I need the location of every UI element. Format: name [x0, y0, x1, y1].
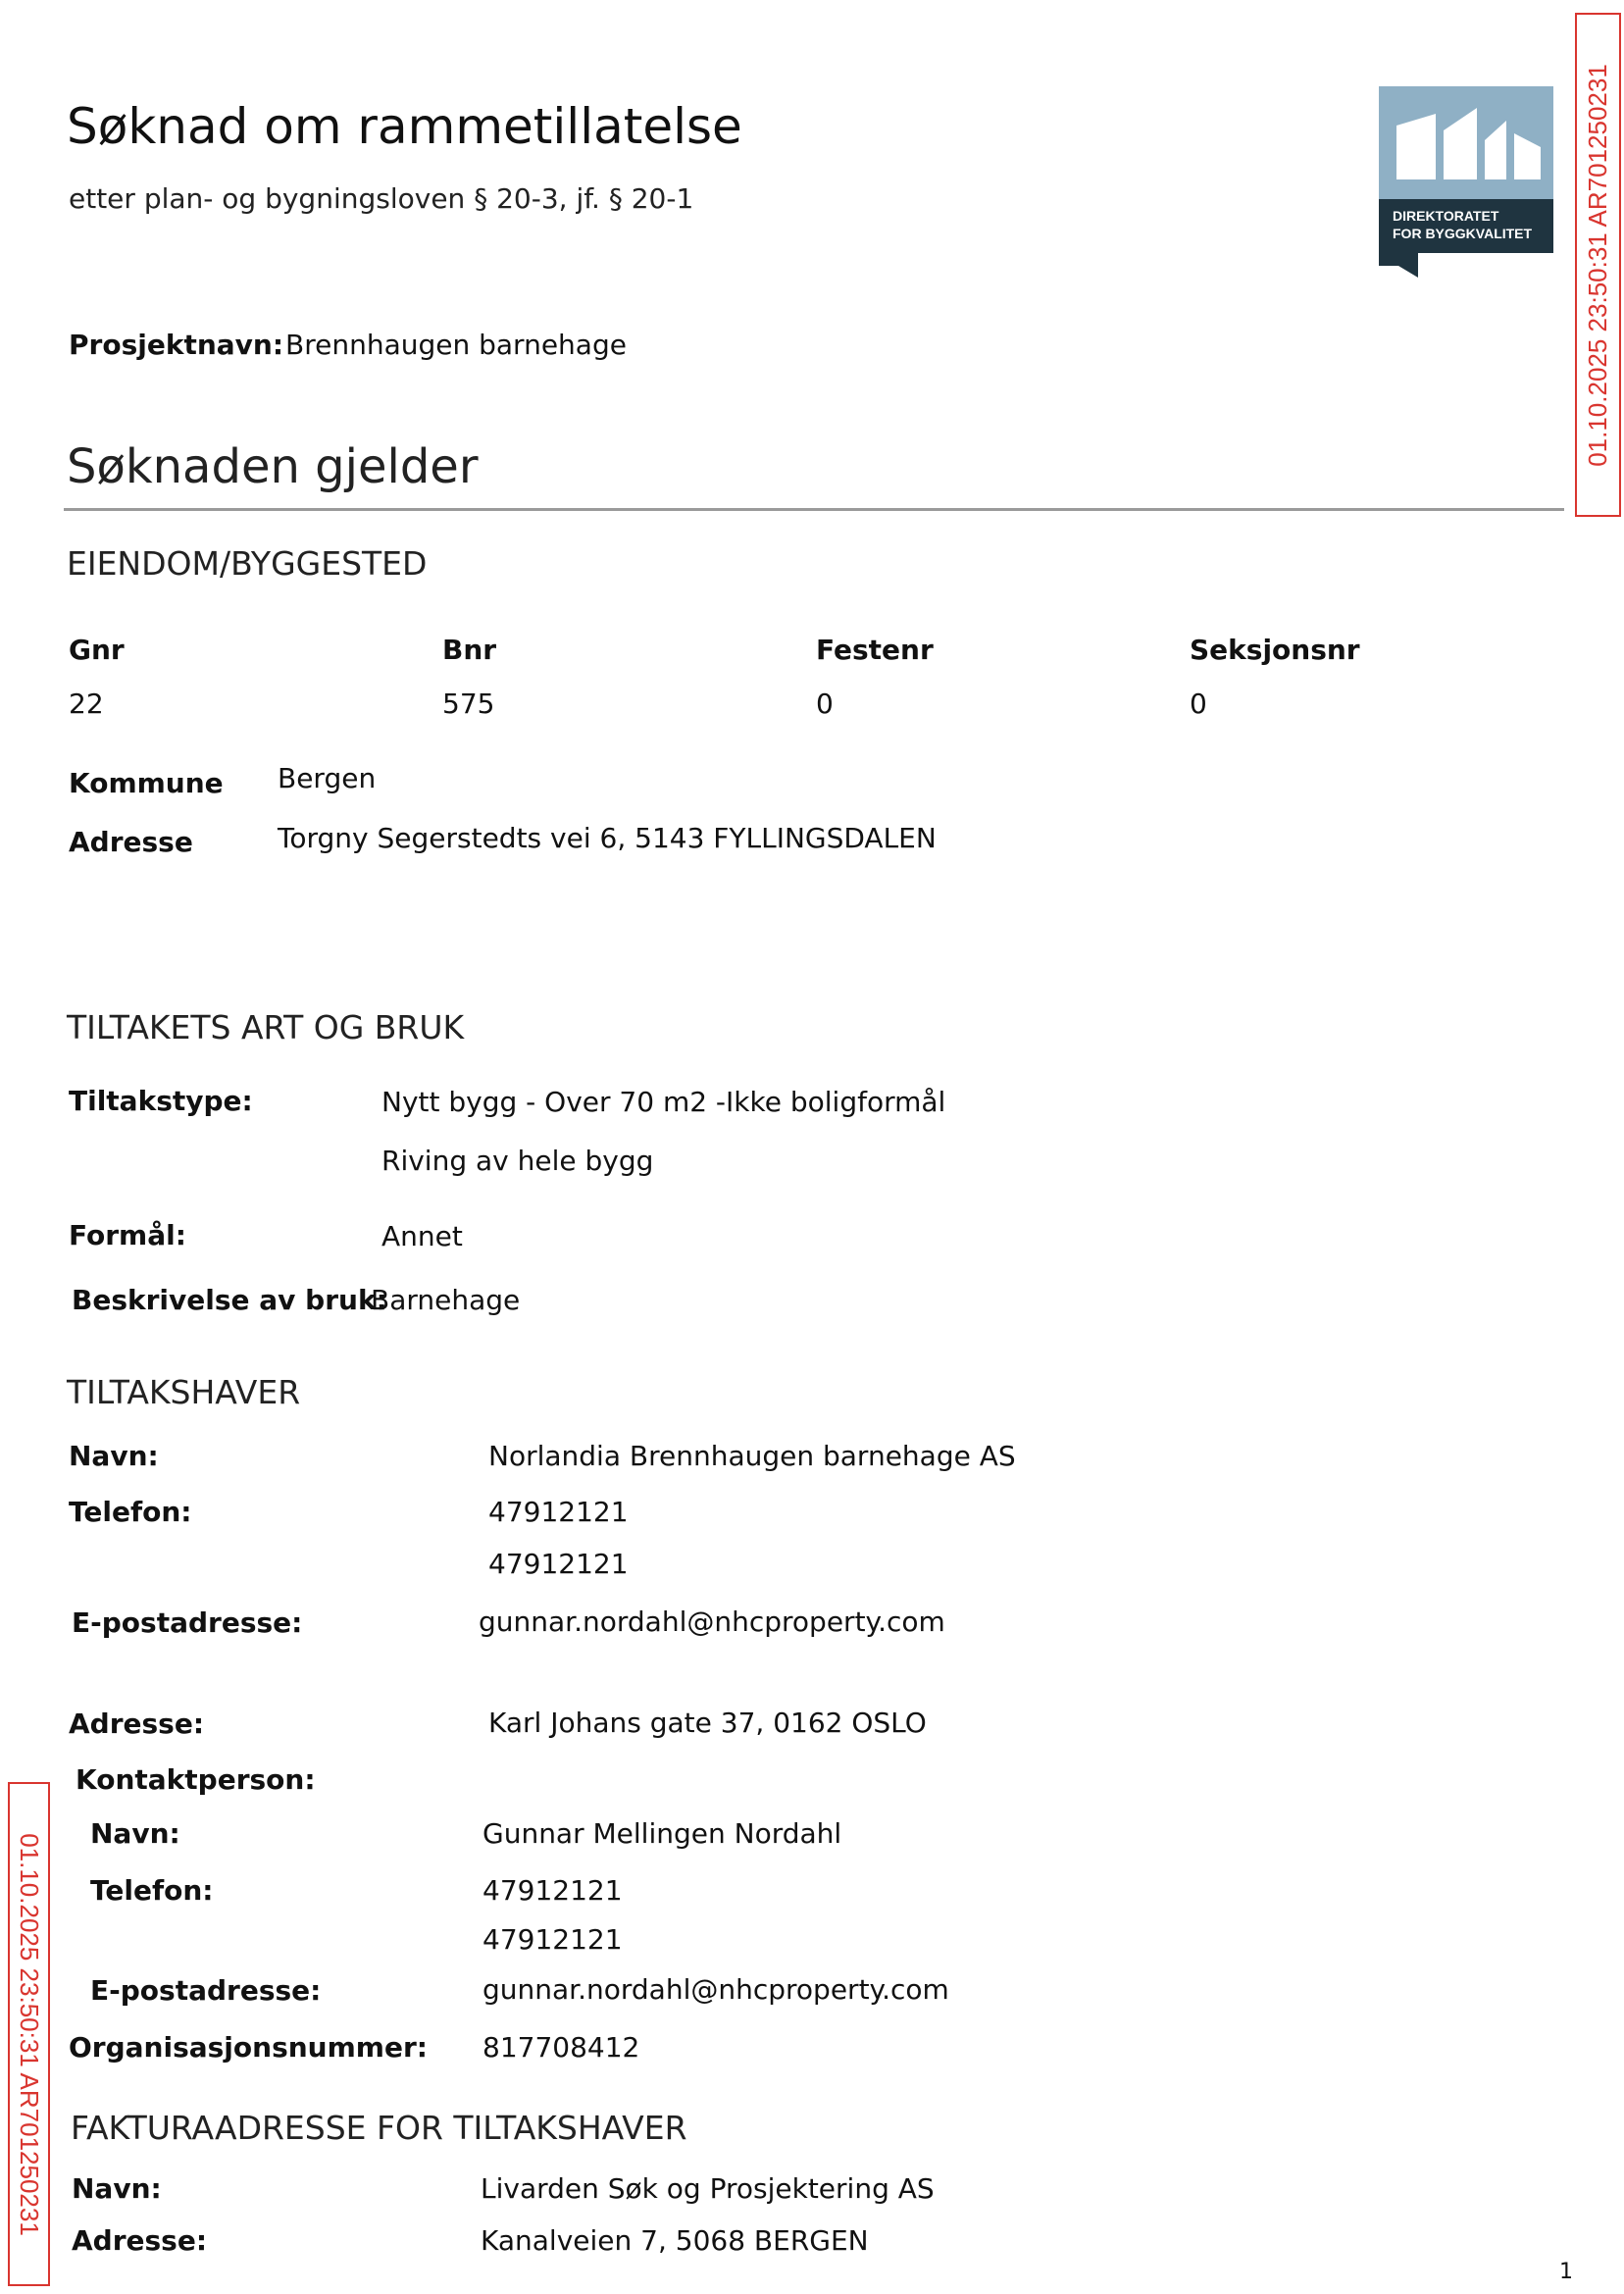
archive-stamp-left-text: 01.10.2025 23:50:31 AR701250231	[15, 1832, 45, 2236]
archive-stamp-right-text: 01.10.2025 23:50:31 AR701250231	[1583, 63, 1613, 467]
archive-stamp-left	[8, 1782, 50, 2286]
tiltakshaver-adresse-label: Adresse:	[69, 1708, 205, 1740]
bruk-label: Beskrivelse av bruk:	[72, 1284, 387, 1316]
section-divider	[64, 508, 1564, 511]
tiltakstype-value-2: Riving av hele bygg	[381, 1145, 654, 1177]
kontakt-telefon-2: 47912121	[482, 1923, 623, 1956]
bnr-value: 575	[442, 688, 495, 720]
tiltakshaver-telefon-label: Telefon:	[69, 1496, 192, 1528]
faktura-heading: FAKTURAADRESSE FOR TILTAKSHAVER	[71, 2109, 687, 2147]
project-value: Brennhaugen barnehage	[285, 329, 627, 361]
eiendom-heading: EIENDOM/BYGGESTED	[67, 544, 428, 583]
project-label: Prosjektnavn:	[69, 329, 284, 361]
kontakt-telefon-1: 47912121	[482, 1874, 623, 1907]
kontakt-navn-value: Gunnar Mellingen Nordahl	[482, 1817, 842, 1850]
formal-label: Formål:	[69, 1219, 186, 1251]
festenr-label: Festenr	[816, 634, 934, 666]
logo-line2: FOR BYGGKVALITET	[1393, 226, 1533, 241]
seksjonsnr-label: Seksjonsnr	[1190, 634, 1360, 666]
tiltakshaver-epost-value: gunnar.nordahl@nhcproperty.com	[479, 1606, 945, 1638]
tiltakshaver-navn-value: Norlandia Brennhaugen barnehage AS	[488, 1440, 1016, 1472]
faktura-navn-value: Livarden Søk og Prosjektering AS	[481, 2172, 935, 2205]
kommune-label: Kommune	[69, 767, 224, 799]
festenr-value: 0	[816, 688, 834, 720]
dibk-logo	[1379, 86, 1553, 278]
tiltakstype-label: Tiltakstype:	[69, 1085, 253, 1117]
bnr-label: Bnr	[442, 634, 497, 666]
logo-line1: DIREKTORATET	[1393, 208, 1499, 224]
tiltakshaver-telefon-1: 47912121	[488, 1496, 629, 1528]
gnr-value: 22	[69, 688, 104, 720]
bruk-value: Barnehage	[371, 1284, 521, 1316]
faktura-adresse-value: Kanalveien 7, 5068 BERGEN	[481, 2224, 869, 2257]
faktura-adresse-label: Adresse:	[72, 2224, 208, 2257]
orgnr-value: 817708412	[482, 2031, 640, 2064]
seksjonsnr-value: 0	[1190, 688, 1207, 720]
tiltakshaver-navn-label: Navn:	[69, 1440, 159, 1472]
tiltakshaver-adresse-value: Karl Johans gate 37, 0162 OSLO	[488, 1707, 927, 1739]
archive-stamp-right	[1575, 13, 1621, 517]
page-number: 1	[1559, 2260, 1573, 2284]
adresse-label: Adresse	[69, 826, 193, 858]
tiltakshaver-epost-label: E-postadresse:	[72, 1606, 303, 1639]
kontakt-epost-value: gunnar.nordahl@nhcproperty.com	[482, 1973, 949, 2006]
tiltakshaver-telefon-2: 47912121	[488, 1548, 629, 1580]
orgnr-label: Organisasjonsnummer:	[69, 2031, 428, 2064]
gnr-label: Gnr	[69, 634, 125, 666]
faktura-navn-label: Navn:	[72, 2172, 162, 2205]
kontakt-telefon-label: Telefon:	[90, 1874, 214, 1907]
tiltakstype-value-1: Nytt bygg - Over 70 m2 -Ikke boligformål	[381, 1086, 946, 1118]
adresse-value: Torgny Segerstedts vei 6, 5143 FYLLINGSDALEN	[278, 822, 937, 854]
kontaktperson-label: Kontaktperson:	[76, 1763, 316, 1796]
page-subtitle: etter plan- og bygningsloven § 20-3, jf. § 20-1	[69, 182, 694, 215]
kontakt-epost-label: E-postadresse:	[90, 1974, 322, 2007]
tiltak-heading: TILTAKETS ART OG BRUK	[67, 1008, 465, 1046]
page-title: Søknad om rammetillatelse	[67, 98, 742, 155]
section-title: Søknaden gjelder	[67, 439, 479, 494]
kontakt-navn-label: Navn:	[90, 1817, 180, 1850]
kommune-value: Bergen	[278, 762, 377, 794]
formal-value: Annet	[381, 1220, 463, 1252]
tiltakshaver-heading: TILTAKSHAVER	[67, 1373, 301, 1411]
